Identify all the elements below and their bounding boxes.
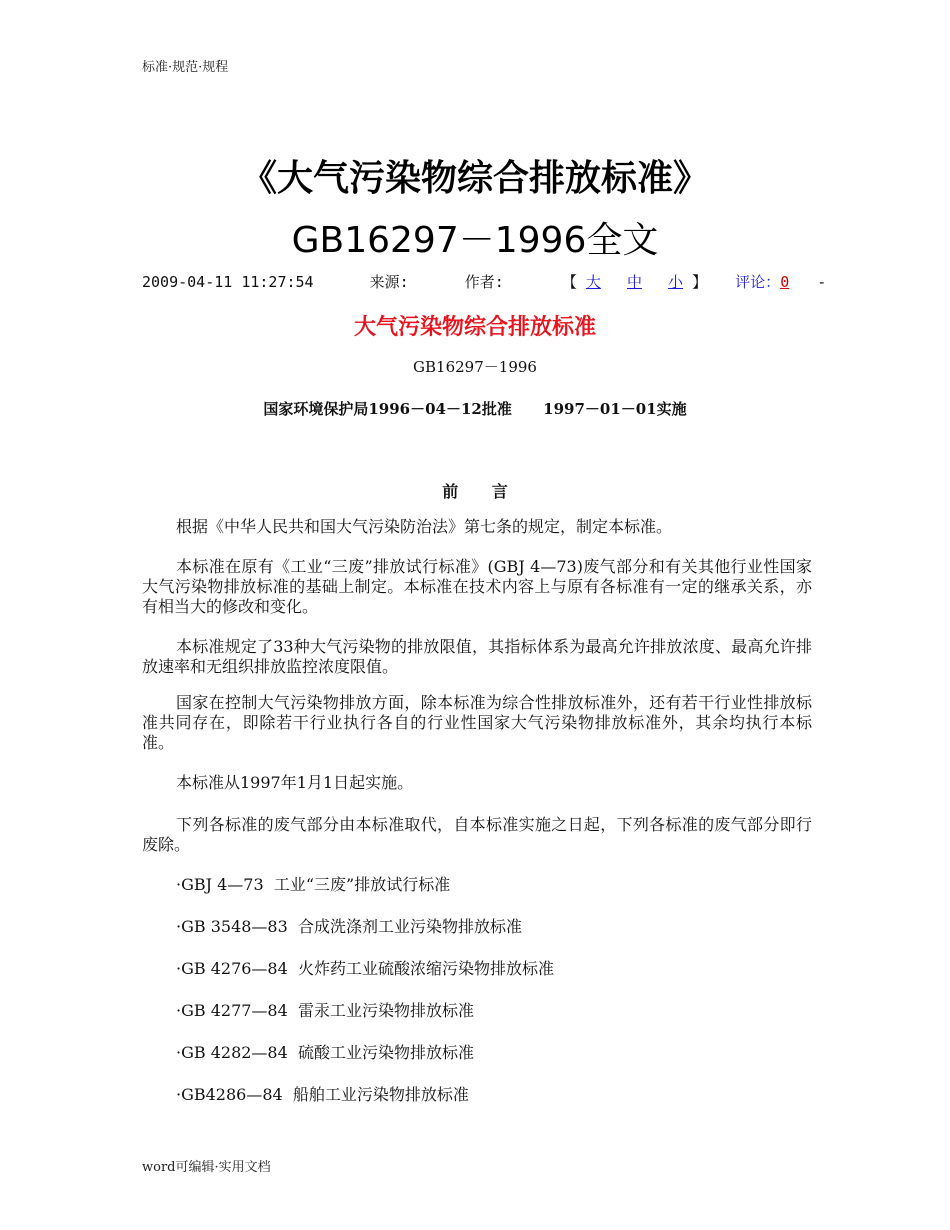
comments-link[interactable]: [735, 271, 789, 292]
list-item: ·GB 3548—83 合成洗涤剂工业污染物排放标准: [176, 917, 522, 936]
font-size-small-link[interactable]: 小: [668, 273, 684, 291]
list-item: ·GB 4276—84 火炸药工业硫酸浓缩污染物排放标准: [176, 959, 554, 978]
font-size-medium-link[interactable]: 中: [626, 273, 642, 291]
document-title: 《大气污染物综合排放标准》: [240, 158, 709, 199]
comments-count: 0: [780, 273, 790, 291]
list-item: ·GBJ 4—73 工业“三废”排放试行标准: [176, 875, 451, 894]
list-item: ·GB 4277—84 雷汞工业污染物排放标准: [176, 1001, 474, 1020]
meta-trail: -: [817, 273, 827, 291]
article-meta: [142, 271, 826, 292]
approval-line: 国家环境保护局1996－04－12批准 1997－01－01实施: [263, 400, 687, 418]
author-label: 作者:: [464, 273, 504, 291]
preface-heading: 前 言: [442, 482, 508, 501]
paragraph: 国家在控制大气污染物排放方面，除本标准为综合性排放标准外，还有若干行业性排放标准共同存在，即除若干行业执行各自的行业性国家大气污染物排放标准外，其余均执行本标准。: [142, 693, 812, 752]
page-header: 标准·规范·规程: [142, 60, 229, 75]
standard-code: GB16297－1996: [413, 358, 537, 376]
list-item: ·GB 4282—84 硫酸工业污染物排放标准: [176, 1043, 474, 1062]
paragraph: 本标准从1997年1月1日起实施。: [176, 773, 414, 792]
source-label: 来源:: [369, 273, 409, 291]
page-footer: word可编辑·实用文档: [142, 1160, 271, 1175]
standard-name: 大气污染物综合排放标准: [353, 315, 596, 340]
paragraph: 根据《中华人民共和国大气污染防治法》第七条的规定，制定本标准。: [176, 517, 673, 536]
paragraph: 本标准在原有《工业“三废”排放试行标准》(GBJ 4—73)废气部分和有关其他行业性国家大气污染物排放标准的基础上制定。本标准在技术内容上与原有各标准有一定的继承关系，亦有相当大的修改和变化。: [142, 557, 812, 616]
paragraph: 下列各标准的废气部分由本标准取代，自本标准实施之日起，下列各标准的废气部分即行废除。: [142, 815, 812, 854]
list-item: ·GB4286—84 船舶工业污染物排放标准: [176, 1085, 469, 1104]
paragraph: 本标准规定了33种大气污染物的排放限值，其指标体系为最高允许排放浓度、最高允许排放速率和无组织排放监控浓度限值。: [142, 637, 812, 676]
font-size-bracket-open: 【: [561, 273, 577, 291]
document-subtitle: GB16297－1996全文: [291, 220, 659, 261]
font-size-bracket-close: 】: [692, 273, 708, 291]
publish-datetime: 2009-04-11 11:27:54: [142, 273, 314, 291]
font-size-large-link[interactable]: 大: [585, 273, 601, 291]
comments-label: 评论：: [735, 273, 781, 291]
